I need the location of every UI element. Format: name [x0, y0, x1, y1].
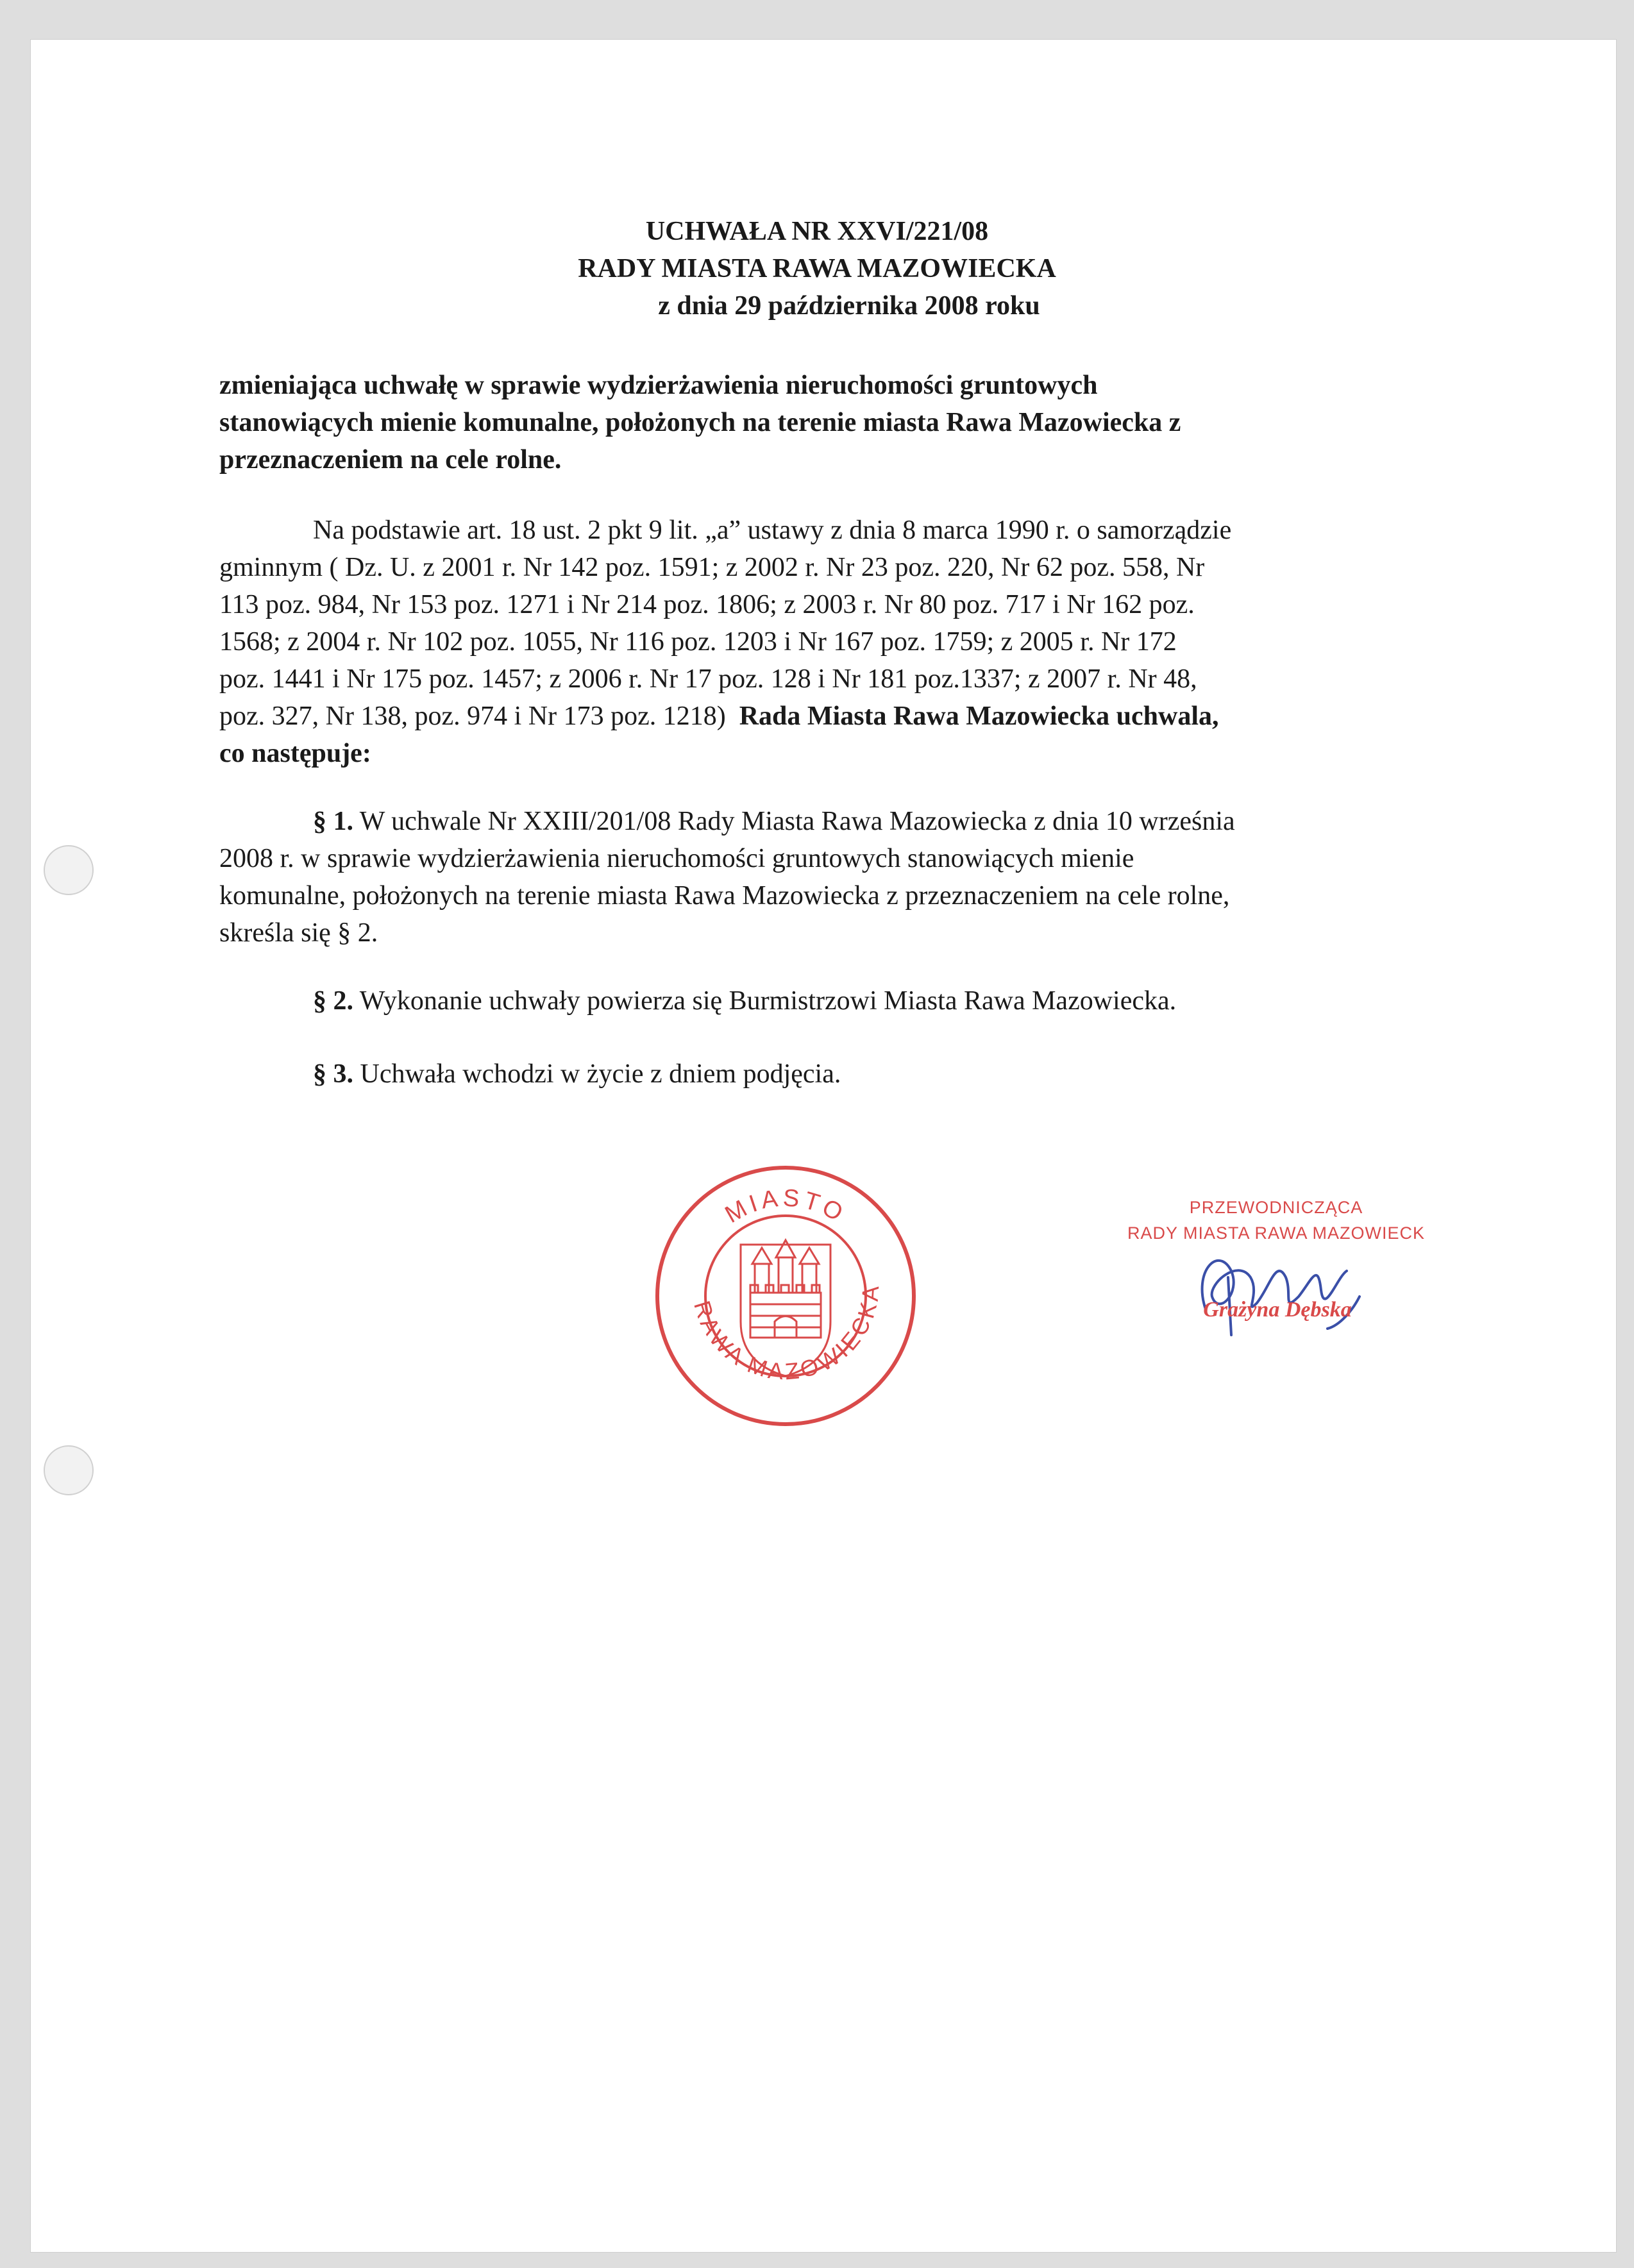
section-2	[219, 982, 1425, 1020]
section-3	[219, 1055, 1425, 1093]
basis-line: 1568; z 2004 r. Nr 102 poz. 1055, Nr 116 poz. 1203 i Nr 167 poz. 1759; z 2005 r. Nr 172	[219, 627, 1177, 657]
section-1-line	[219, 803, 1425, 840]
section-2-mark: § 2.	[313, 986, 353, 1016]
punch-hole-upper	[44, 845, 94, 895]
resolution-date: z dnia 29 października 2008 roku	[658, 291, 1040, 321]
section-1-line: 2008 r. w sprawie wydzierżawienia nieruchomości gruntowych stanowiących mienie	[219, 844, 1134, 873]
section-1-text: W uchwale Nr XXIII/201/08 Rady Miasta Rawa Mazowiecka z dnia 10 września	[359, 807, 1235, 836]
section-1	[219, 803, 1425, 952]
seal-bottom-text: MAZOWIECKA	[744, 1282, 884, 1385]
resolution-subject	[219, 367, 1425, 478]
section-3-text: Uchwała wchodzi w życie z dniem podjęcia.	[360, 1059, 841, 1089]
resolution-number: UCHWAŁA NR XXVI/221/08	[645, 217, 989, 246]
basis-line-text: poz. 327, Nr 138, poz. 974 i Nr 173 poz. 1218)	[219, 701, 726, 731]
city-seal-stamp	[648, 1158, 923, 1434]
subject-line: przeznaczeniem na cele rolne.	[219, 445, 562, 475]
basis-enacting-clause-end: co następuje:	[219, 739, 371, 768]
section-1-line: komunalne, położonych na terenie miasta Rawa Mazowiecka z przeznaczeniem na cele rolne,	[219, 881, 1230, 911]
legal-basis-paragraph	[219, 512, 1425, 772]
basis-enacting-clause: Rada Miasta Rawa Mazowiecka uchwala,	[739, 701, 1219, 731]
seal-left-text: RAWA	[689, 1297, 752, 1372]
section-3-line	[219, 1055, 1425, 1093]
section-2-line	[219, 982, 1425, 1020]
section-1-line: skreśla się § 2.	[219, 918, 378, 948]
section-3-mark: § 3.	[313, 1059, 353, 1089]
section-1-mark: § 1.	[313, 807, 353, 836]
council-name: RADY MIASTA RAWA MAZOWIECKA	[578, 254, 1056, 283]
punch-hole-lower	[44, 1445, 94, 1495]
basis-line: gminnym ( Dz. U. z 2001 r. Nr 142 poz. 1591; z 2002 r. Nr 23 poz. 220, Nr 62 poz. 558, Nr	[219, 553, 1205, 582]
basis-line: 113 poz. 984, Nr 153 poz. 1271 i Nr 214 poz. 1806; z 2003 r. Nr 80 poz. 717 i Nr 162 poz.	[219, 590, 1195, 619]
section-2-text: Wykonanie uchwały powierza się Burmistrzowi Miasta Rawa Mazowiecka.	[359, 986, 1177, 1016]
subject-line: zmieniająca uchwałę w sprawie wydzierżawienia nieruchomości gruntowych	[219, 371, 1098, 400]
basis-line: poz. 1441 i Nr 175 poz. 1457; z 2006 r. Nr 17 poz. 128 i Nr 181 poz.1337; z 2007 r. Nr 48,	[219, 664, 1197, 694]
signatory-council: RADY MIASTA RAWA MAZOWIECK	[1127, 1223, 1426, 1243]
seal-top-text: MIASTO	[720, 1184, 851, 1229]
signatory-title: PRZEWODNICZĄCA	[1189, 1198, 1363, 1217]
basis-line	[219, 698, 1425, 735]
subject-line: stanowiących mienie komunalne, położonych na terenie miasta Rawa Mazowiecka z	[219, 408, 1181, 437]
resolution-heading	[0, 213, 1634, 324]
basis-line: Na podstawie art. 18 ust. 2 pkt 9 lit. „a” ustawy z dnia 8 marca 1990 r. o samorządzie	[313, 516, 1232, 545]
handwritten-signature	[1180, 1232, 1372, 1341]
signatory-name: Grażyna Dębska	[1203, 1298, 1352, 1322]
